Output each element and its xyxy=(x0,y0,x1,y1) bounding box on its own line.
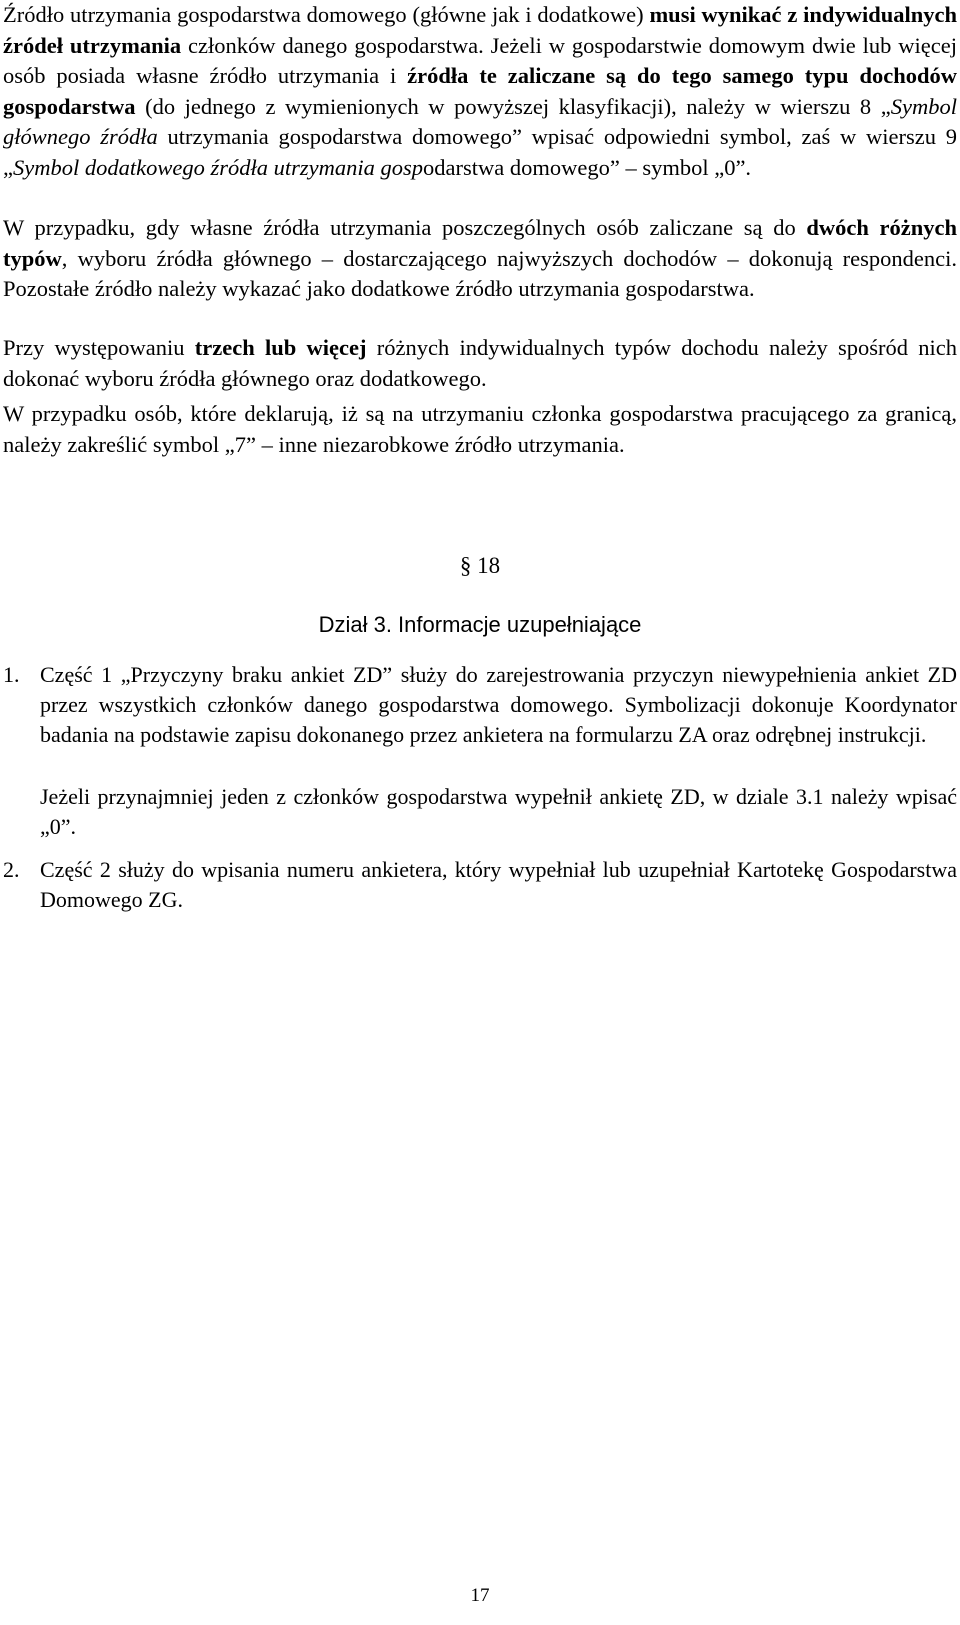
list-item xyxy=(3,660,957,750)
list-item-note xyxy=(40,782,957,842)
paragraph-main-source xyxy=(3,0,957,183)
section-sign: § 18 xyxy=(459,553,501,578)
paragraph-three-types xyxy=(3,333,957,394)
list-item-text: Część 2 służy do wpisania numeru ankietera, który wypełniał lub uzupełniał Kartotekę Gospodarstwa Domowego ZG. xyxy=(40,857,957,912)
bold-span: musi wynikać z indywidualnych źródeł utrzymania xyxy=(3,2,957,58)
italic-span: Symbol dodatkowego źródła utrzymania gosp xyxy=(13,154,423,180)
text-span: Przy występowaniu xyxy=(3,335,195,360)
bold-span: trzech lub więcej xyxy=(194,335,367,360)
list-item-number: 1. xyxy=(3,662,20,687)
section-heading: Dział 3. Informacje uzupełniające xyxy=(318,612,642,637)
text-span: W przypadku, gdy własne źródła utrzymania poszczególnych osób zaliczane są do xyxy=(3,215,807,240)
list-item xyxy=(3,855,957,915)
text-span: różnych indywidualnych typów dochodu należy spośród nich dokonać wyboru źródła głównego oraz dodatkowego. xyxy=(3,335,957,391)
list-item-note-text: Jeżeli przynajmniej jeden z członków gospodarstwa wypełnił ankietę ZD, w dziale 3.1 należy wpisać „0”. xyxy=(40,784,957,839)
page-number: 17 xyxy=(470,1585,490,1606)
bold-span: źródła te zaliczane są do tego samego typu dochodów gospodarstwa xyxy=(3,63,957,119)
bold-span: dwóch różnych typów xyxy=(3,215,958,271)
paragraph-two-types xyxy=(3,213,957,305)
text-span: , wyboru źródła głównego – dostarczającego najwyższych dochodów – dokonują respondenci. Pozostałe źródło należy wykazać jako dodatkowe źródło utrzymania gospodarstwa. xyxy=(3,245,957,301)
text-span: członków danego gospodarstwa. Jeżeli w gospodarstwie domowym dwie lub więcej osób posiada własne źródło utrzymania i xyxy=(3,32,957,88)
text-span: Źródło utrzymania gospodarstwa domowego (główne jak i dodatkowe) xyxy=(3,2,650,27)
list-item-number: 2. xyxy=(3,857,20,882)
text-span: utrzymania gospodarstwa domowego” wpisać odpowiedni symbol, zaś w wierszu 9 „ xyxy=(3,124,957,180)
text-span: W przypadku osób, które deklarują, iż są na utrzymaniu członka gospodarstwa pracującego za granicą, należy zakreślić symbol „7” – inne niezarobkowe źródło utrzymania. xyxy=(3,401,957,457)
italic-span: Symbol głównego źródła xyxy=(3,93,957,149)
text-span: (do jednego z wymienionych w powyższej klasyfikacji), należy w wierszu 8 „ xyxy=(135,93,891,119)
list-item-text: Część 1 „Przyczyny braku ankiet ZD” służy do zarejestrowania przyczyn niewypełnienia ankiet ZD przez wszystkich członków danego gospodarstwa domowego. Symbolizacji dokonuje Koordynator badania na podstawie zapisu dokonanego przez ankietera na formularzu ZA oraz odrębnej instrukcji. xyxy=(40,662,957,747)
paragraph-abroad xyxy=(3,399,957,460)
text-span: odarstwa domowego” – symbol „0”. xyxy=(423,154,752,180)
